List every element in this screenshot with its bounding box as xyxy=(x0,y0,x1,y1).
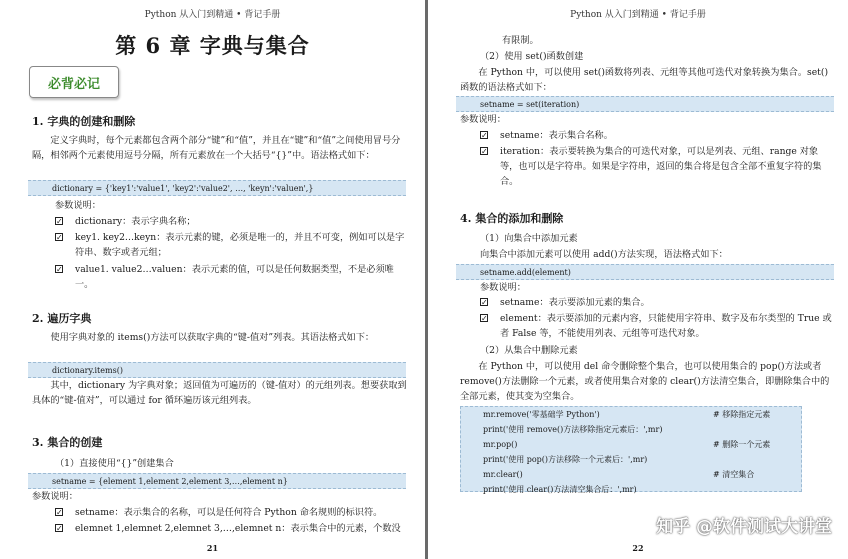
add-method-paragraph: 向集合中添加元素可以使用 add()方法实现，语法格式如下： xyxy=(480,249,728,260)
section-1-paragraph: 定义字典时，每个元素都包含两个部分“键”和“值”，并且在“键”和“值”之间使用冒号分隔，相邻两个元素使用逗号分隔，所有元素放在一个大括号“{}”中。语法格式如下： xyxy=(32,135,401,161)
section-3-param-label: 参数说明： xyxy=(32,491,78,502)
section-3-subtitle: （1）直接使用“{}”创建集合 xyxy=(55,458,174,469)
checkbox-icon: ✓ xyxy=(481,147,488,156)
list-item: ✓ element：表示要添加的元素内容，只能使用字符串、数字及布尔类型的 True 或者 False 等，不能使用列表、元组等可迭代对象。 xyxy=(481,313,832,339)
param-label-2: 参数说明： xyxy=(480,282,526,293)
checkbox-icon: ✓ xyxy=(56,508,63,517)
right-page xyxy=(428,0,848,559)
section-2-paragraph: 使用字典对象的 items()方法可以获取字典的“键-值对”列表。其语法格式如下： xyxy=(50,332,375,343)
code-line: print('使用 pop()方法移除一个元素后：',mr) xyxy=(483,455,648,464)
section-2-code: dictionary.items() xyxy=(28,362,406,378)
code-line: mr.remove('零基础学 Python') # 移除指定元素 xyxy=(483,410,771,419)
section-4-title: 4. 集合的添加和删除 xyxy=(460,212,564,225)
add-method-code: setname.add(element) xyxy=(456,264,834,280)
code-line: mr.clear() # 清空集合 xyxy=(483,470,755,479)
section-3-code: setname = {element 1,element 2,element 3,…,element n} xyxy=(28,473,406,489)
checkbox-icon: ✓ xyxy=(56,217,63,226)
list-item: ✓ setname：表示集合名称。 xyxy=(481,130,613,141)
section-2-title: 2. 遍历字典 xyxy=(32,312,92,325)
subsection-2-title: （2）使用 set()函数创建 xyxy=(480,51,584,62)
page-number: 22 xyxy=(632,543,644,553)
section-4-subtitle-2: （2）从集合中删除元素 xyxy=(480,345,578,356)
set-function-paragraph: 在 Python 中，可以使用 set()函数将列表、元组等其他可迭代对象转换为集合。set()函数的语法格式如下： xyxy=(460,67,829,93)
chapter-title: 第 6 章 字典与集合 xyxy=(115,33,310,58)
section-4-subtitle-1: （1）向集合中添加元素 xyxy=(480,233,578,244)
checkbox-icon: ✓ xyxy=(56,524,63,533)
continued-text: 有限制。 xyxy=(502,35,539,46)
code-line: print('使用 remove()方法移除指定元素后：',mr) xyxy=(483,425,663,434)
section-1-title: 1. 字典的创建和删除 xyxy=(32,115,136,128)
list-item: ✓ elemnet 1,elemnet 2,elemnet 3,…,elemnet n：表示集合中的元素，个数没 xyxy=(56,523,401,534)
list-item: ✓ dictionary：表示字典名称； xyxy=(56,216,196,227)
list-item: ✓ setname：表示集合的名称，可以是任何符合 Python 命名规则的标识符。 xyxy=(56,507,383,518)
checkbox-icon: ✓ xyxy=(481,131,488,140)
param-label: 参数说明： xyxy=(460,114,506,125)
checkbox-icon: ✓ xyxy=(481,314,488,323)
set-function-code: setname = set(iteration) xyxy=(456,96,834,112)
remove-paragraph: 在 Python 中，可以使用 del 命令删除整个集合，也可以使用集合的 pop()方法或者 remove()方法删除一个元素，或者使用集合对象的 clear()方法清空集合，即删除集合中的全部元素，使其变为空集合。 xyxy=(460,361,830,402)
section-3-title: 3. 集合的创建 xyxy=(32,436,103,449)
checkbox-icon: ✓ xyxy=(56,233,63,242)
code-line: print('使用 clear()方法清空集合后：',mr) xyxy=(483,485,637,494)
list-item: ✓ value1. value2…valuen：表示元素的值，可以是任何数据类型，不是必须唯一。 xyxy=(56,264,394,290)
must-remember-label: 必背必记 xyxy=(29,66,119,98)
checkbox-icon: ✓ xyxy=(56,265,63,274)
checkbox-icon: ✓ xyxy=(481,298,488,307)
list-item: ✓ key1. key2…keyn：表示元素的键，必须是唯一的，并且不可变，例如可以是字符串、数字或者元组； xyxy=(56,232,405,258)
section-2-paragraph-2: 其中，dictionary 为字典对象；返回值为可遍历的（键-值对）的元组列表。想要获取到具体的“键-值对”，可以通过 for 循环遍历该元组列表。 xyxy=(32,380,407,406)
remove-code-block xyxy=(460,406,802,492)
watermark: 知乎 @软件测试大讲堂 xyxy=(656,517,832,537)
running-head: Python 从入门到精通 • 背记手册 xyxy=(144,10,281,20)
running-head: Python 从入门到精通 • 背记手册 xyxy=(570,10,706,20)
list-item: ✓ iteration：表示要转换为集合的可迭代对象，可以是列表、元组、range 对象等，也可以是字符串。如果是字符串，返回的集合将是包含全部不重复字符的集合。 xyxy=(481,146,822,187)
section-1-code: dictionary = {'key1':'value1', 'key2':'value2', …, 'keyn':'valuen',} xyxy=(28,180,406,196)
page-number: 21 xyxy=(206,543,219,553)
section-1-param-label: 参数说明： xyxy=(55,200,101,211)
list-item: ✓ setname：表示要添加元素的集合。 xyxy=(481,297,650,308)
code-line: mr.pop() # 删除一个元素 xyxy=(483,440,771,449)
